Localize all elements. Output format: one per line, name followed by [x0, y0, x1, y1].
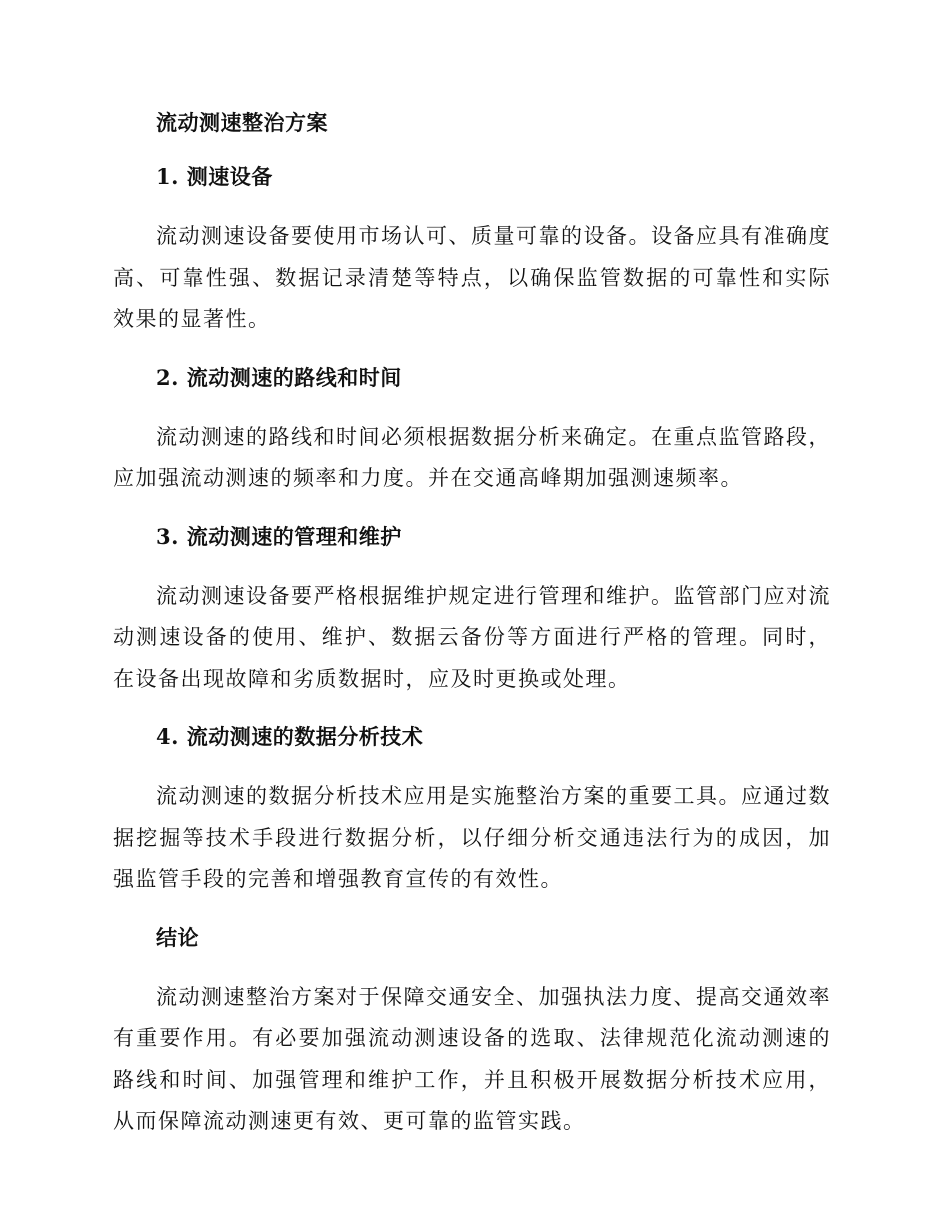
section-body-equipment: 流动测速设备要使用市场认可、质量可靠的设备。设备应具有准确度高、可靠性强、数据记录清楚等特点，以确保监管数据的可靠性和实际效果的显著性。: [113, 224, 831, 331]
section-heading-management: 3. 流动测速的管理和维护: [156, 523, 402, 549]
conclusion-heading: 结论: [156, 924, 199, 950]
section-body-management: 流动测速设备要严格根据维护规定进行管理和维护。监管部门应对流动测速设备的使用、维护、数据云备份等方面进行严格的管理。同时，在设备出现故障和劣质数据时，应及时更换或处理。: [113, 583, 831, 691]
document-title: 流动测速整治方案: [156, 110, 328, 135]
document-content: [113, 108, 831, 1165]
section-body-route-time: 流动测速的路线和时间必须根据数据分析来确定。在重点监管路段，应加强流动测速的频率和力度。并在交通高峰期加强测速频率。: [113, 424, 831, 490]
section-heading-data-analysis: 4. 流动测速的数据分析技术: [156, 724, 424, 749]
section-heading-equipment: 1. 测速设备: [156, 164, 273, 189]
section-heading-route-time: 2. 流动测速的路线和时间: [156, 364, 402, 390]
section-body-data-analysis: 流动测速的数据分析技术应用是实施整治方案的重要工具。应通过数据挖掘等技术手段进行数据分析，以仔细分析交通违法行为的成因，加强监管手段的完善和增强教育宣传的有效性。: [113, 784, 831, 891]
conclusion-body: 流动测速整治方案对于保障交通安全、加强执法力度、提高交通效率有重要作用。有必要加强流动测速设备的选取、法律规范化流动测速的路线和时间、加强管理和维护工作，并且积极开展数据分析技术应用，从而保障流动测速更有效、更可靠的监管实践。: [113, 984, 831, 1133]
